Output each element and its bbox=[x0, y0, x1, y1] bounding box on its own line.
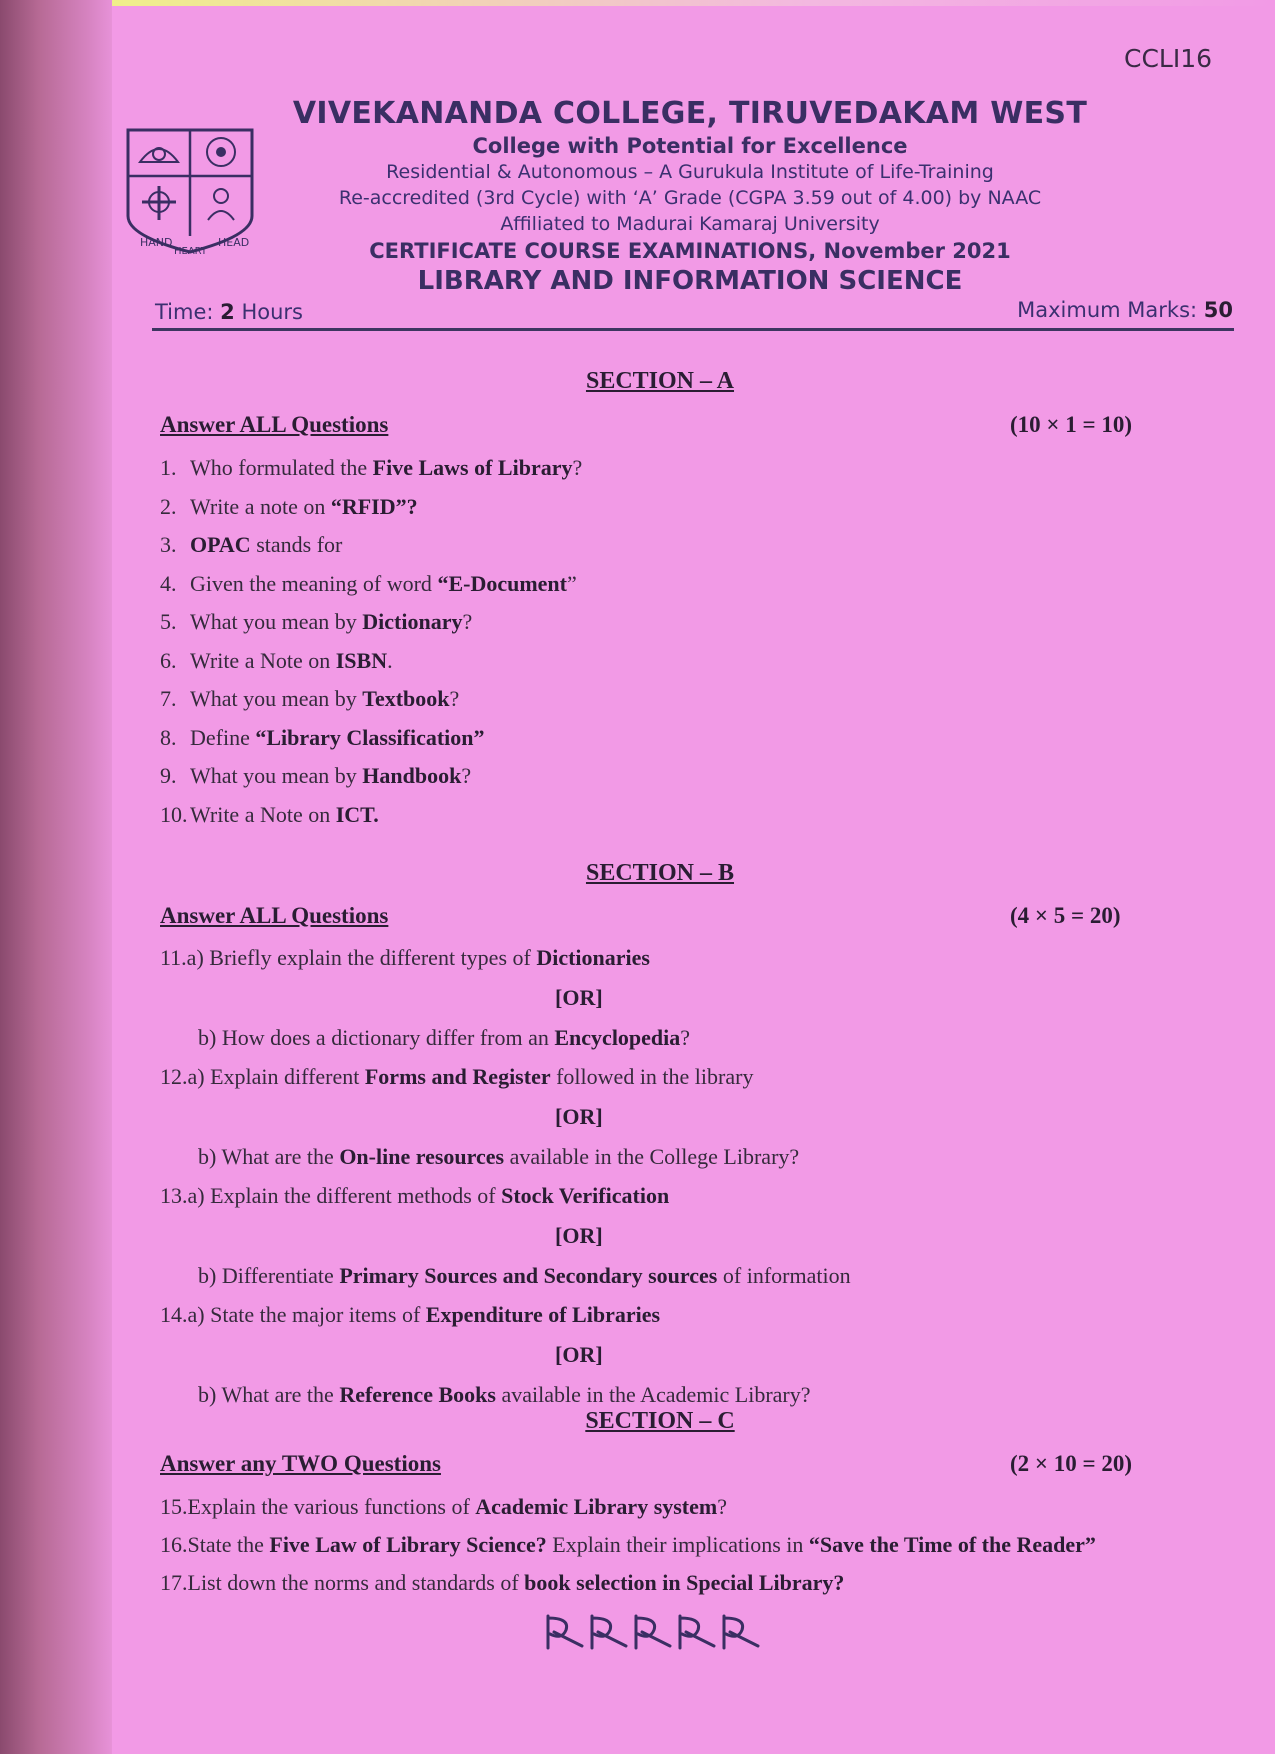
question-part-b bbox=[198, 1025, 690, 1051]
emphasis-text: Five Law of Library Science? bbox=[269, 1532, 547, 1557]
question-text: Briefly explain the different types of bbox=[209, 945, 537, 970]
question-text: Differentiate bbox=[221, 1263, 340, 1288]
emphasis-text: Reference Books bbox=[339, 1382, 496, 1407]
question-text: ? bbox=[717, 1494, 727, 1519]
question-item bbox=[160, 763, 471, 789]
question-text: . bbox=[387, 647, 393, 673]
question-number: 16. bbox=[160, 1532, 188, 1557]
question-text: Write a note on bbox=[190, 493, 331, 519]
question-text: What you mean by bbox=[190, 763, 363, 788]
maximum-marks: Maximum Marks: 50 bbox=[1017, 298, 1233, 322]
or-separator: [OR] bbox=[555, 1223, 603, 1248]
emphasis-text: Dictionaries bbox=[536, 945, 650, 970]
emphasis-text: Forms and Register bbox=[364, 1064, 551, 1089]
college-name: VIVEKANANDA COLLEGE, TIRUVEDAKAM WEST bbox=[292, 96, 1088, 131]
affiliation: Affiliated to Madurai Kamaraj University bbox=[500, 213, 880, 235]
question-text: ? bbox=[462, 609, 473, 634]
question-item bbox=[160, 455, 582, 481]
question-number: 5. bbox=[160, 609, 177, 634]
question-number: 1. bbox=[160, 455, 177, 480]
question-number: 4. bbox=[160, 570, 177, 596]
college-status: Residential & Autonomous – A Gurukula Institute of Life-Training bbox=[386, 161, 994, 183]
emphasis-text: ISBN bbox=[335, 647, 388, 673]
question-number: 15. bbox=[160, 1494, 188, 1519]
question-text: What are the bbox=[221, 1144, 340, 1169]
question-part-a bbox=[160, 1064, 753, 1090]
question-text: Explain the various functions of bbox=[187, 1494, 476, 1519]
question-text: What you mean by bbox=[190, 686, 363, 711]
question-item bbox=[160, 609, 472, 635]
question-text: ” bbox=[566, 570, 577, 596]
top-edge bbox=[112, 0, 1275, 6]
question-item bbox=[160, 494, 418, 520]
question-item bbox=[160, 532, 342, 558]
question-number: b) bbox=[198, 1025, 217, 1050]
question-text: Write a Note on bbox=[190, 801, 336, 827]
svg-text:HEAD: HEAD bbox=[218, 236, 250, 249]
section-a-score: (10 × 1 = 10) bbox=[1010, 412, 1133, 437]
question-number: 9. bbox=[160, 763, 177, 788]
emphasis-text: ICT. bbox=[335, 801, 379, 827]
question-text: available in the College Library? bbox=[504, 1144, 800, 1169]
accreditation: Re-accredited (3rd Cycle) with ‘A’ Grade (CGPA 3.59 out of 4.00) by NAAC bbox=[338, 187, 1042, 209]
emphasis-text: Encyclopedia bbox=[554, 1025, 681, 1050]
question-part-a bbox=[160, 1302, 660, 1328]
emphasis-text: “E-Document bbox=[437, 570, 567, 596]
emphasis-text: Dictionary bbox=[362, 609, 463, 634]
emphasis-text: Academic Library system bbox=[475, 1494, 718, 1519]
section-b-score: (4 × 5 = 20) bbox=[1010, 903, 1121, 928]
question-text: Write a Note on bbox=[190, 647, 336, 673]
question-number: b) bbox=[198, 1144, 217, 1169]
end-ornament bbox=[540, 1610, 775, 1654]
question-text: State the bbox=[187, 1532, 270, 1557]
question-number: 2. bbox=[160, 493, 177, 519]
question-text: State the major items of bbox=[210, 1302, 426, 1327]
question-number: 13.a) bbox=[160, 1183, 205, 1208]
question-number: b) bbox=[198, 1263, 217, 1288]
question-text: available in the Academic Library? bbox=[495, 1382, 811, 1407]
emphasis-text: “Save the Time of the Reader” bbox=[808, 1532, 1096, 1557]
book-spine-shadow bbox=[0, 0, 112, 1754]
question-number: b) bbox=[198, 1382, 217, 1407]
question-number: 10. bbox=[160, 801, 188, 827]
section-c-title: SECTION – C bbox=[585, 1408, 735, 1434]
or-separator: [OR] bbox=[555, 1104, 603, 1129]
emphasis-text: Textbook bbox=[362, 686, 450, 711]
header-rule bbox=[152, 328, 1234, 331]
question-item bbox=[160, 1532, 1096, 1558]
emphasis-text: OPAC bbox=[190, 532, 251, 557]
question-number: 7. bbox=[160, 686, 177, 711]
exam-time: Time: 2 Hours bbox=[155, 300, 303, 324]
question-item bbox=[160, 725, 485, 751]
question-text: List down the norms and standards of bbox=[187, 1570, 525, 1595]
emphasis-text: Stock Verification bbox=[501, 1183, 670, 1208]
emphasis-text: Five Laws of Library bbox=[372, 455, 573, 480]
question-text: Who formulated the bbox=[190, 455, 373, 480]
question-text: Define bbox=[190, 724, 256, 750]
question-item bbox=[160, 648, 393, 674]
question-number: 17. bbox=[160, 1570, 188, 1595]
question-number: 11.a) bbox=[160, 945, 204, 970]
svg-text:HAND: HAND bbox=[140, 236, 173, 249]
question-part-b bbox=[198, 1144, 799, 1170]
question-text: ? bbox=[572, 455, 583, 480]
question-text: ? bbox=[461, 763, 472, 788]
or-separator: [OR] bbox=[555, 985, 603, 1010]
question-text: Explain their implications in bbox=[546, 1532, 809, 1557]
question-text: stands for bbox=[250, 532, 343, 557]
question-text: followed in the library bbox=[550, 1064, 754, 1089]
question-text: How does a dictionary differ from an bbox=[221, 1025, 555, 1050]
emphasis-text: Primary Sources and Secondary sources bbox=[339, 1263, 718, 1288]
emphasis-text: Handbook bbox=[362, 763, 462, 788]
emphasis-text: “Library Classification” bbox=[255, 724, 485, 750]
question-part-a bbox=[160, 945, 650, 971]
question-text: ? bbox=[449, 686, 460, 711]
question-item bbox=[160, 686, 459, 712]
question-text: What you mean by bbox=[190, 609, 363, 634]
section-b-title: SECTION – B bbox=[585, 860, 735, 886]
question-part-a bbox=[160, 1183, 669, 1209]
college-tagline: College with Potential for Excellence bbox=[472, 134, 908, 158]
section-b-instruction: Answer ALL Questions bbox=[160, 903, 389, 928]
question-text: Explain the different methods of bbox=[210, 1183, 502, 1208]
section-c-instruction: Answer any TWO Questions bbox=[160, 1451, 441, 1476]
emphasis-text: On-line resources bbox=[339, 1144, 505, 1169]
question-item bbox=[160, 571, 577, 597]
subject-title: LIBRARY AND INFORMATION SCIENCE bbox=[417, 266, 963, 296]
question-part-b bbox=[198, 1263, 851, 1289]
question-item bbox=[160, 1494, 727, 1520]
question-text: What are the bbox=[221, 1382, 340, 1407]
svg-text:HEART: HEART bbox=[174, 246, 208, 257]
section-a-instruction: Answer ALL Questions bbox=[160, 412, 389, 437]
question-number: 3. bbox=[160, 532, 177, 557]
exam-title: CERTIFICATE COURSE EXAMINATIONS, November 2021 bbox=[369, 239, 1011, 263]
section-c-score: (2 × 10 = 20) bbox=[1010, 1451, 1133, 1476]
question-number: 6. bbox=[160, 647, 177, 673]
question-text: Given the meaning of word bbox=[190, 570, 438, 596]
or-separator: [OR] bbox=[555, 1342, 603, 1367]
question-number: 8. bbox=[160, 724, 177, 750]
question-text: of information bbox=[717, 1263, 851, 1288]
course-code: CCLI16 bbox=[1124, 44, 1213, 73]
question-item bbox=[160, 1570, 844, 1596]
question-text: Explain different bbox=[210, 1064, 365, 1089]
question-number: 12.a) bbox=[160, 1064, 205, 1089]
question-item bbox=[160, 802, 379, 828]
emphasis-text: book selection in Special Library? bbox=[524, 1570, 845, 1595]
question-number: 14.a) bbox=[160, 1302, 205, 1327]
emphasis-text: “RFID”? bbox=[330, 493, 418, 519]
question-part-b bbox=[198, 1382, 811, 1408]
question-text: ? bbox=[680, 1025, 691, 1050]
section-a-title: SECTION – A bbox=[585, 368, 735, 394]
emphasis-text: Expenditure of Libraries bbox=[425, 1302, 661, 1327]
